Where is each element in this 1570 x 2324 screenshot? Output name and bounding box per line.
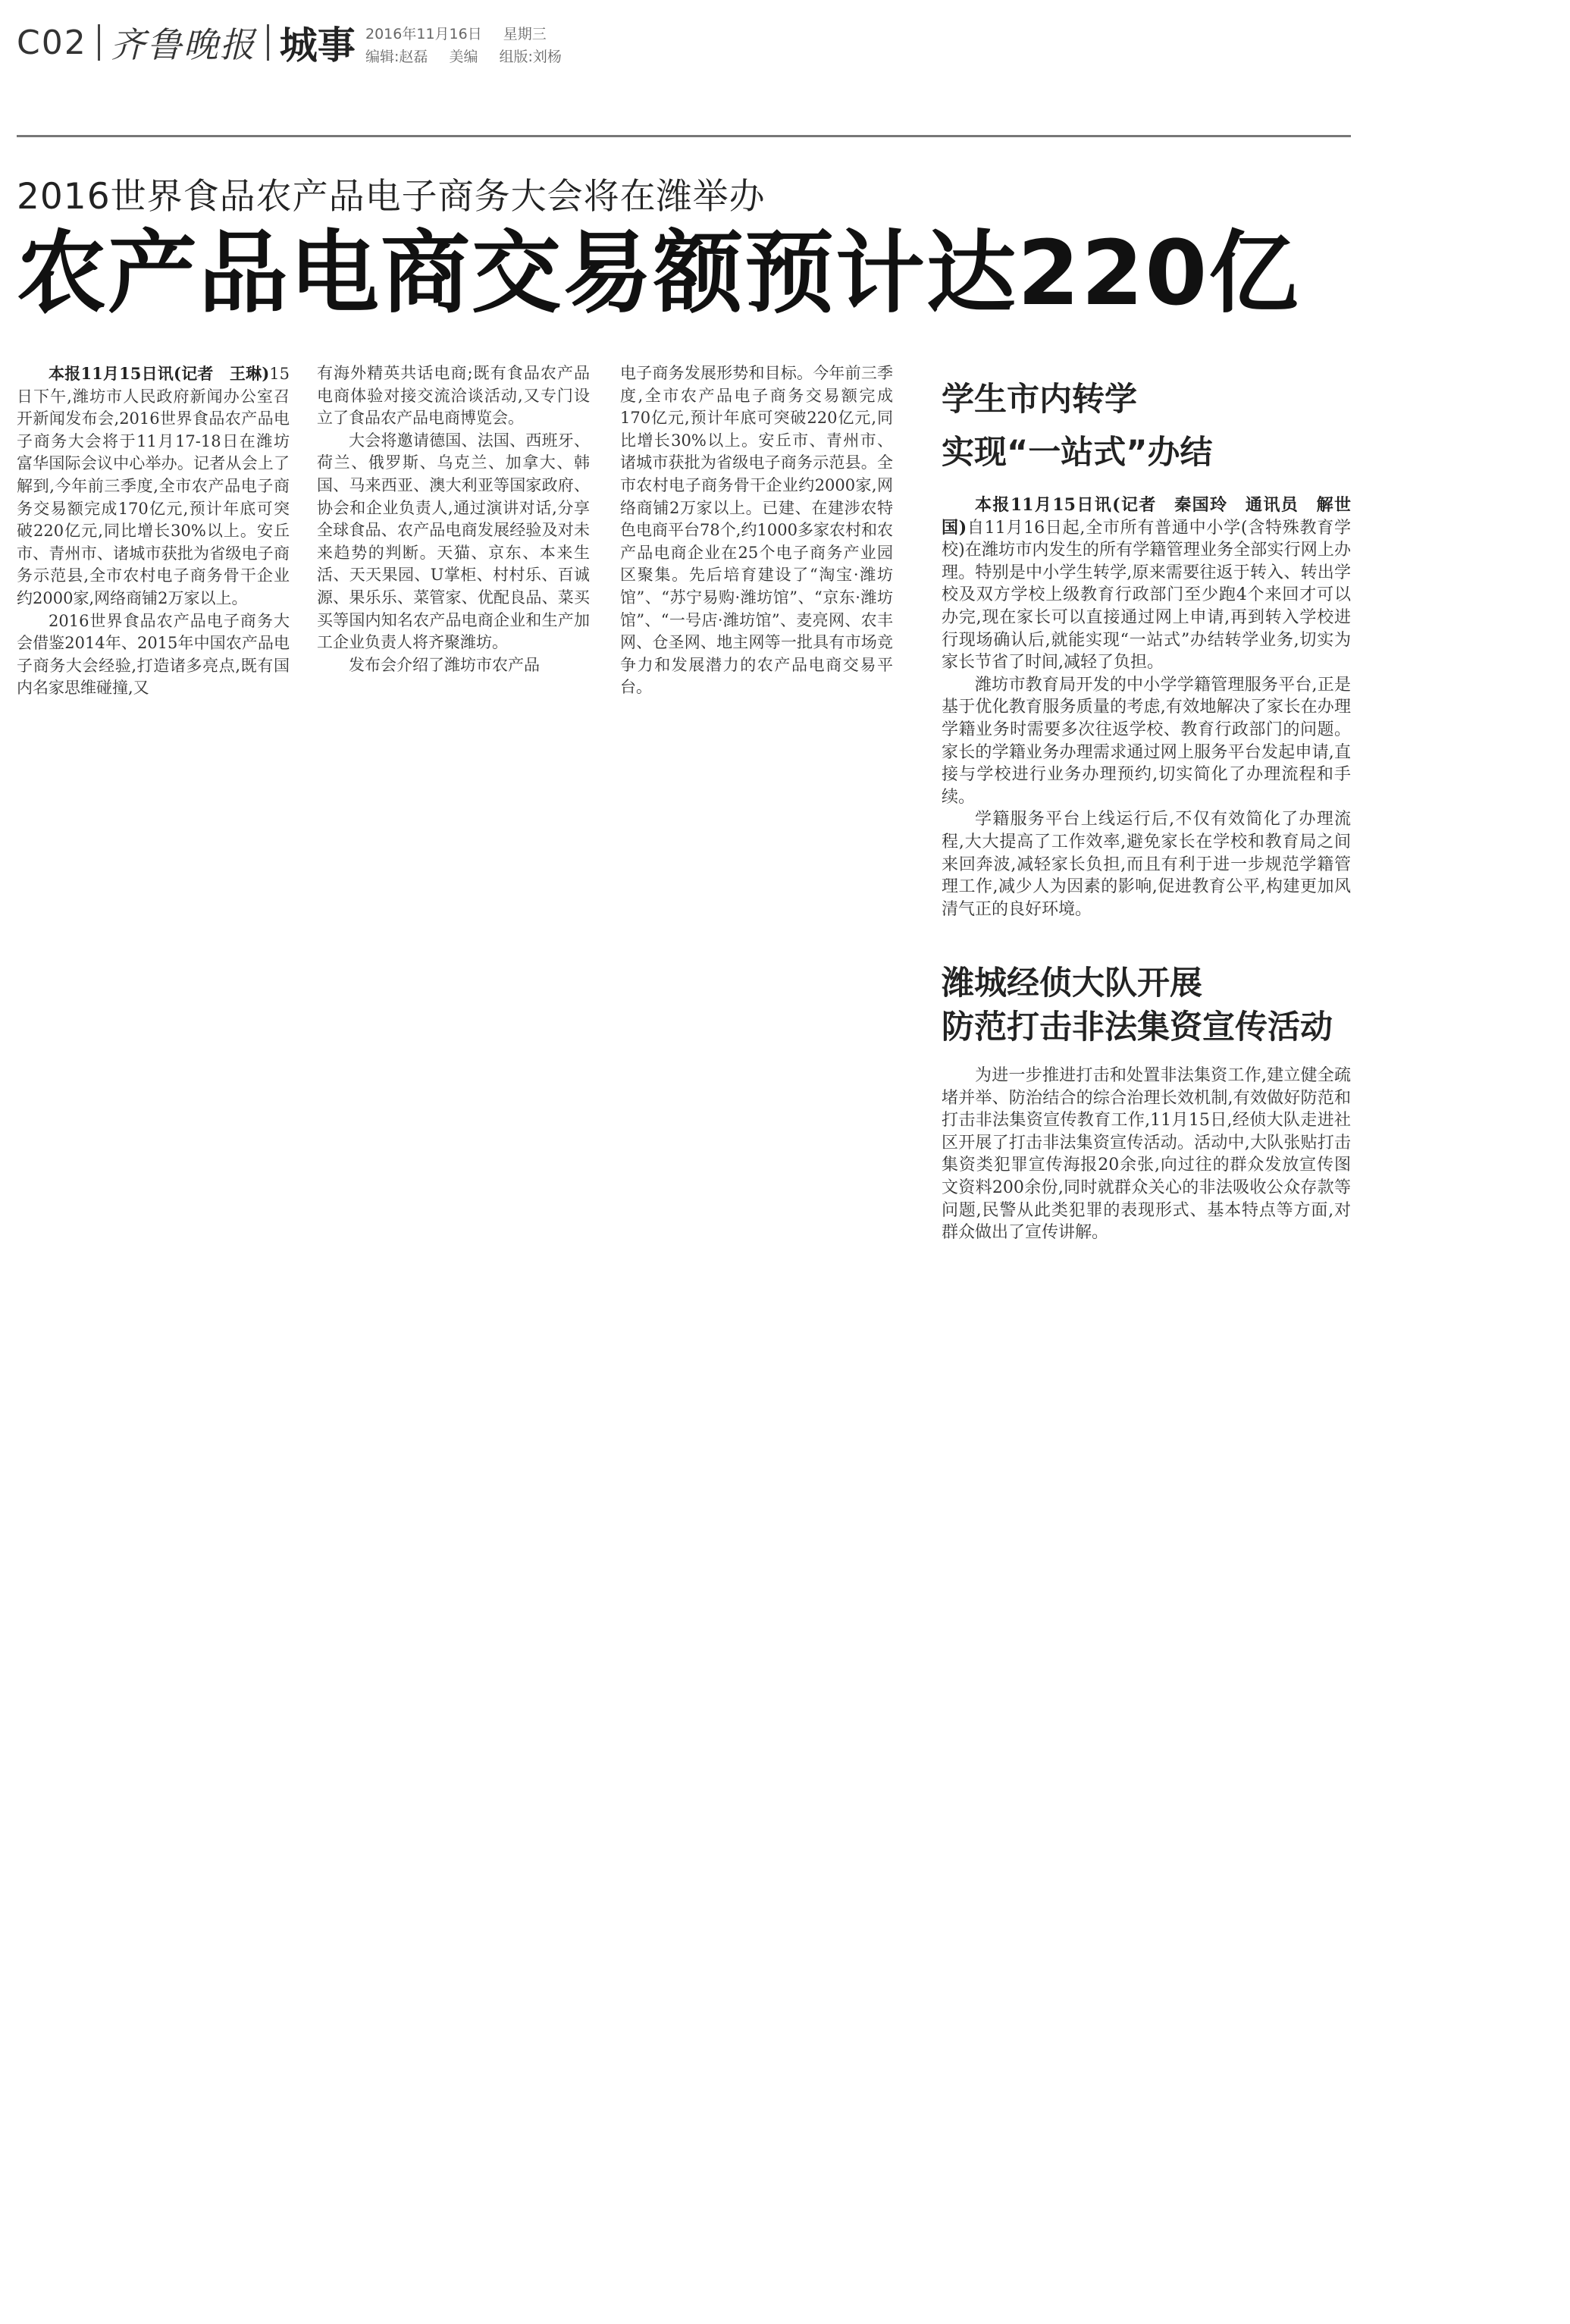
page-number: C02 [17,23,87,62]
story-body [942,1065,1351,1244]
main-story-column-2 [317,362,590,676]
article-paragraph: 电子商务发展形势和目标。今年前三季度,全市农产品电子商务交易额完成170亿元,预计年底可突破220亿元,同比增长30%以上。安丘市、青州市、诸城市获批为省级电子商务示范县。全市农村电子商务骨干企业约2000家,网络商铺2万家以上。已建、在建涉农特色电商平台78个,约1000多家农村和农产品电商企业在25个电子商务产业园区聚集。先后培育建设了“淘宝·潍坊馆”、“苏宁易购·潍坊馆”、“京东·潍坊馆”、“一号店·潍坊馆”、麦亮网、农丰网、仓圣网、地主网等一批具有市场竞争力和发展潜力的农产品电商交易平台。 [620,364,893,697]
article-paragraph: 发布会介绍了潍坊市农产品 [349,655,540,674]
article-paragraph: 为进一步推进打击和处置非法集资工作,建立健全疏堵并举、防治结合的综合治理长效机制,有效做好防范和打击非法集资宣传教育工作,11月15日,经侦大队走进社区开展了打击非法集资宣传活动。活动中,大队张贴打击集资类犯罪宣传海报20余张,向过往的群众发放宣传图文资料200余份,同时就群众关心的非法吸收公众存款等问题,民警从此类犯罪的表现形式、基本特点等方面,对群众做出了宣传讲解。 [942,1066,1351,1243]
article-byline: 本报11月15日讯(记者 秦国玲 通讯员 解世国) [942,495,1351,538]
issue-date: 2016年11月16日 [365,26,482,42]
article-paragraph: 大会将邀请德国、法国、西班牙、荷兰、俄罗斯、乌克兰、加拿大、韩国、马来西亚、澳大利亚等国家政府、协会和企业负责人,通过演讲对话,分享全球食品、农产品电商发展经验及对未来趋势的判断。天猫、京东、本来生活、天天果园、U掌柜、村村乐、百诚源、果乐乐、菜管家、优配良品、菜买买等国内知名农产品电商企业和生产加工企业负责人将齐聚潍坊。 [317,431,590,652]
header-divider [267,24,269,61]
article-paragraph: 本报11月15日讯(记者 王琳)15日下午,潍坊市人民政府新闻办公室召开新闻发布会,2016世界食品农产品电子商务大会将于11月17-18日在潍坊富华国际会议中心举办。记者从会上了解到,今年前三季度,全市农产品电子商务交易额完成170亿元,预计年底可突破220亿元,同比增长30%以上。安丘市、青州市、诸城市获批为省级电子商务示范县,全市农村电子商务骨干企业约2000家,网络商铺2万家以上。 [17,364,290,607]
header-divider [98,24,100,61]
main-story-column-3 [620,362,893,699]
article-paragraph: 有海外精英共话电商;既有食品农产品电商体验对接交流洽谈活动,又专门设立了食品农产品电商博览会。 [317,364,590,428]
article-byline: 本报11月15日讯(记者 王琳) [49,364,270,383]
story-illegal-fundraising [942,961,1351,1244]
editor-credit: 编辑:赵磊 [365,49,428,65]
header-rule [17,135,1351,137]
article-paragraph: 潍坊市教育局开发的中小学学籍管理服务平台,正是基于优化教育服务质量的考虑,有效地解决了家长在办理学籍业务时需要多次往返学校、教育行政部门的问题。家长的学籍业务办理需求通过网上服务平台发起申请,直接与学校进行业务办理预约,切实简化了办理流程和手续。 [942,675,1351,807]
main-story-kicker: 2016世界食品农产品电子商务大会将在潍举办 [17,176,766,218]
page-header [17,15,356,70]
story-body [942,494,1351,921]
main-story-column-1 [17,362,290,700]
art-editor-credit: 美编 [449,49,478,65]
edition-info [365,23,578,68]
article-paragraph: 本报11月15日讯(记者 秦国玲 通讯员 解世国)自11月16日起,全市所有普通中小学(含特殊教育学校)在潍坊市内发生的所有学籍管理业务全部实行网上办理。特别是中小学生转学,原来需要往返于转入、转出学校及双方学校上级教育行政部门至少跑4个来回才可以办完,现在家长可以直接通过网上申请,再到转入学校进行现场确认后,就能实现“一站式”办结转学业务,切实为家长节省了时间,减轻了负担。 [942,495,1351,673]
section-title: 城事 [279,24,356,67]
article-paragraph: 2016世界食品农产品电子商务大会借鉴2014年、2015年中国农产品电子商务大会经验,打造诸多亮点,既有国内名家思维碰撞,又 [17,611,290,698]
story-headline: 潍城经侦大队开展 防范打击非法集资宣传活动 [942,964,1333,1046]
newspaper-logo: 齐鲁晚报 [110,24,256,65]
story-headline: 学生市内转学 实现“一站式”办结 [942,381,1213,472]
issue-weekday: 星期三 [503,26,547,42]
story-school-transfer [942,378,1351,921]
layout-credit: 组版:刘杨 [499,49,562,65]
main-story-headline: 农产品电商交易额预计达220亿 [17,221,1300,325]
article-paragraph: 学籍服务平台上线运行后,不仅有效简化了办理流程,大大提高了工作效率,避免家长在学校和教育局之间来回奔波,减轻家长负担,而且有利于进一步规范学籍管理工作,减少人为因素的影响,促进教育公平,构建更加风清气正的良好环境。 [942,810,1351,919]
